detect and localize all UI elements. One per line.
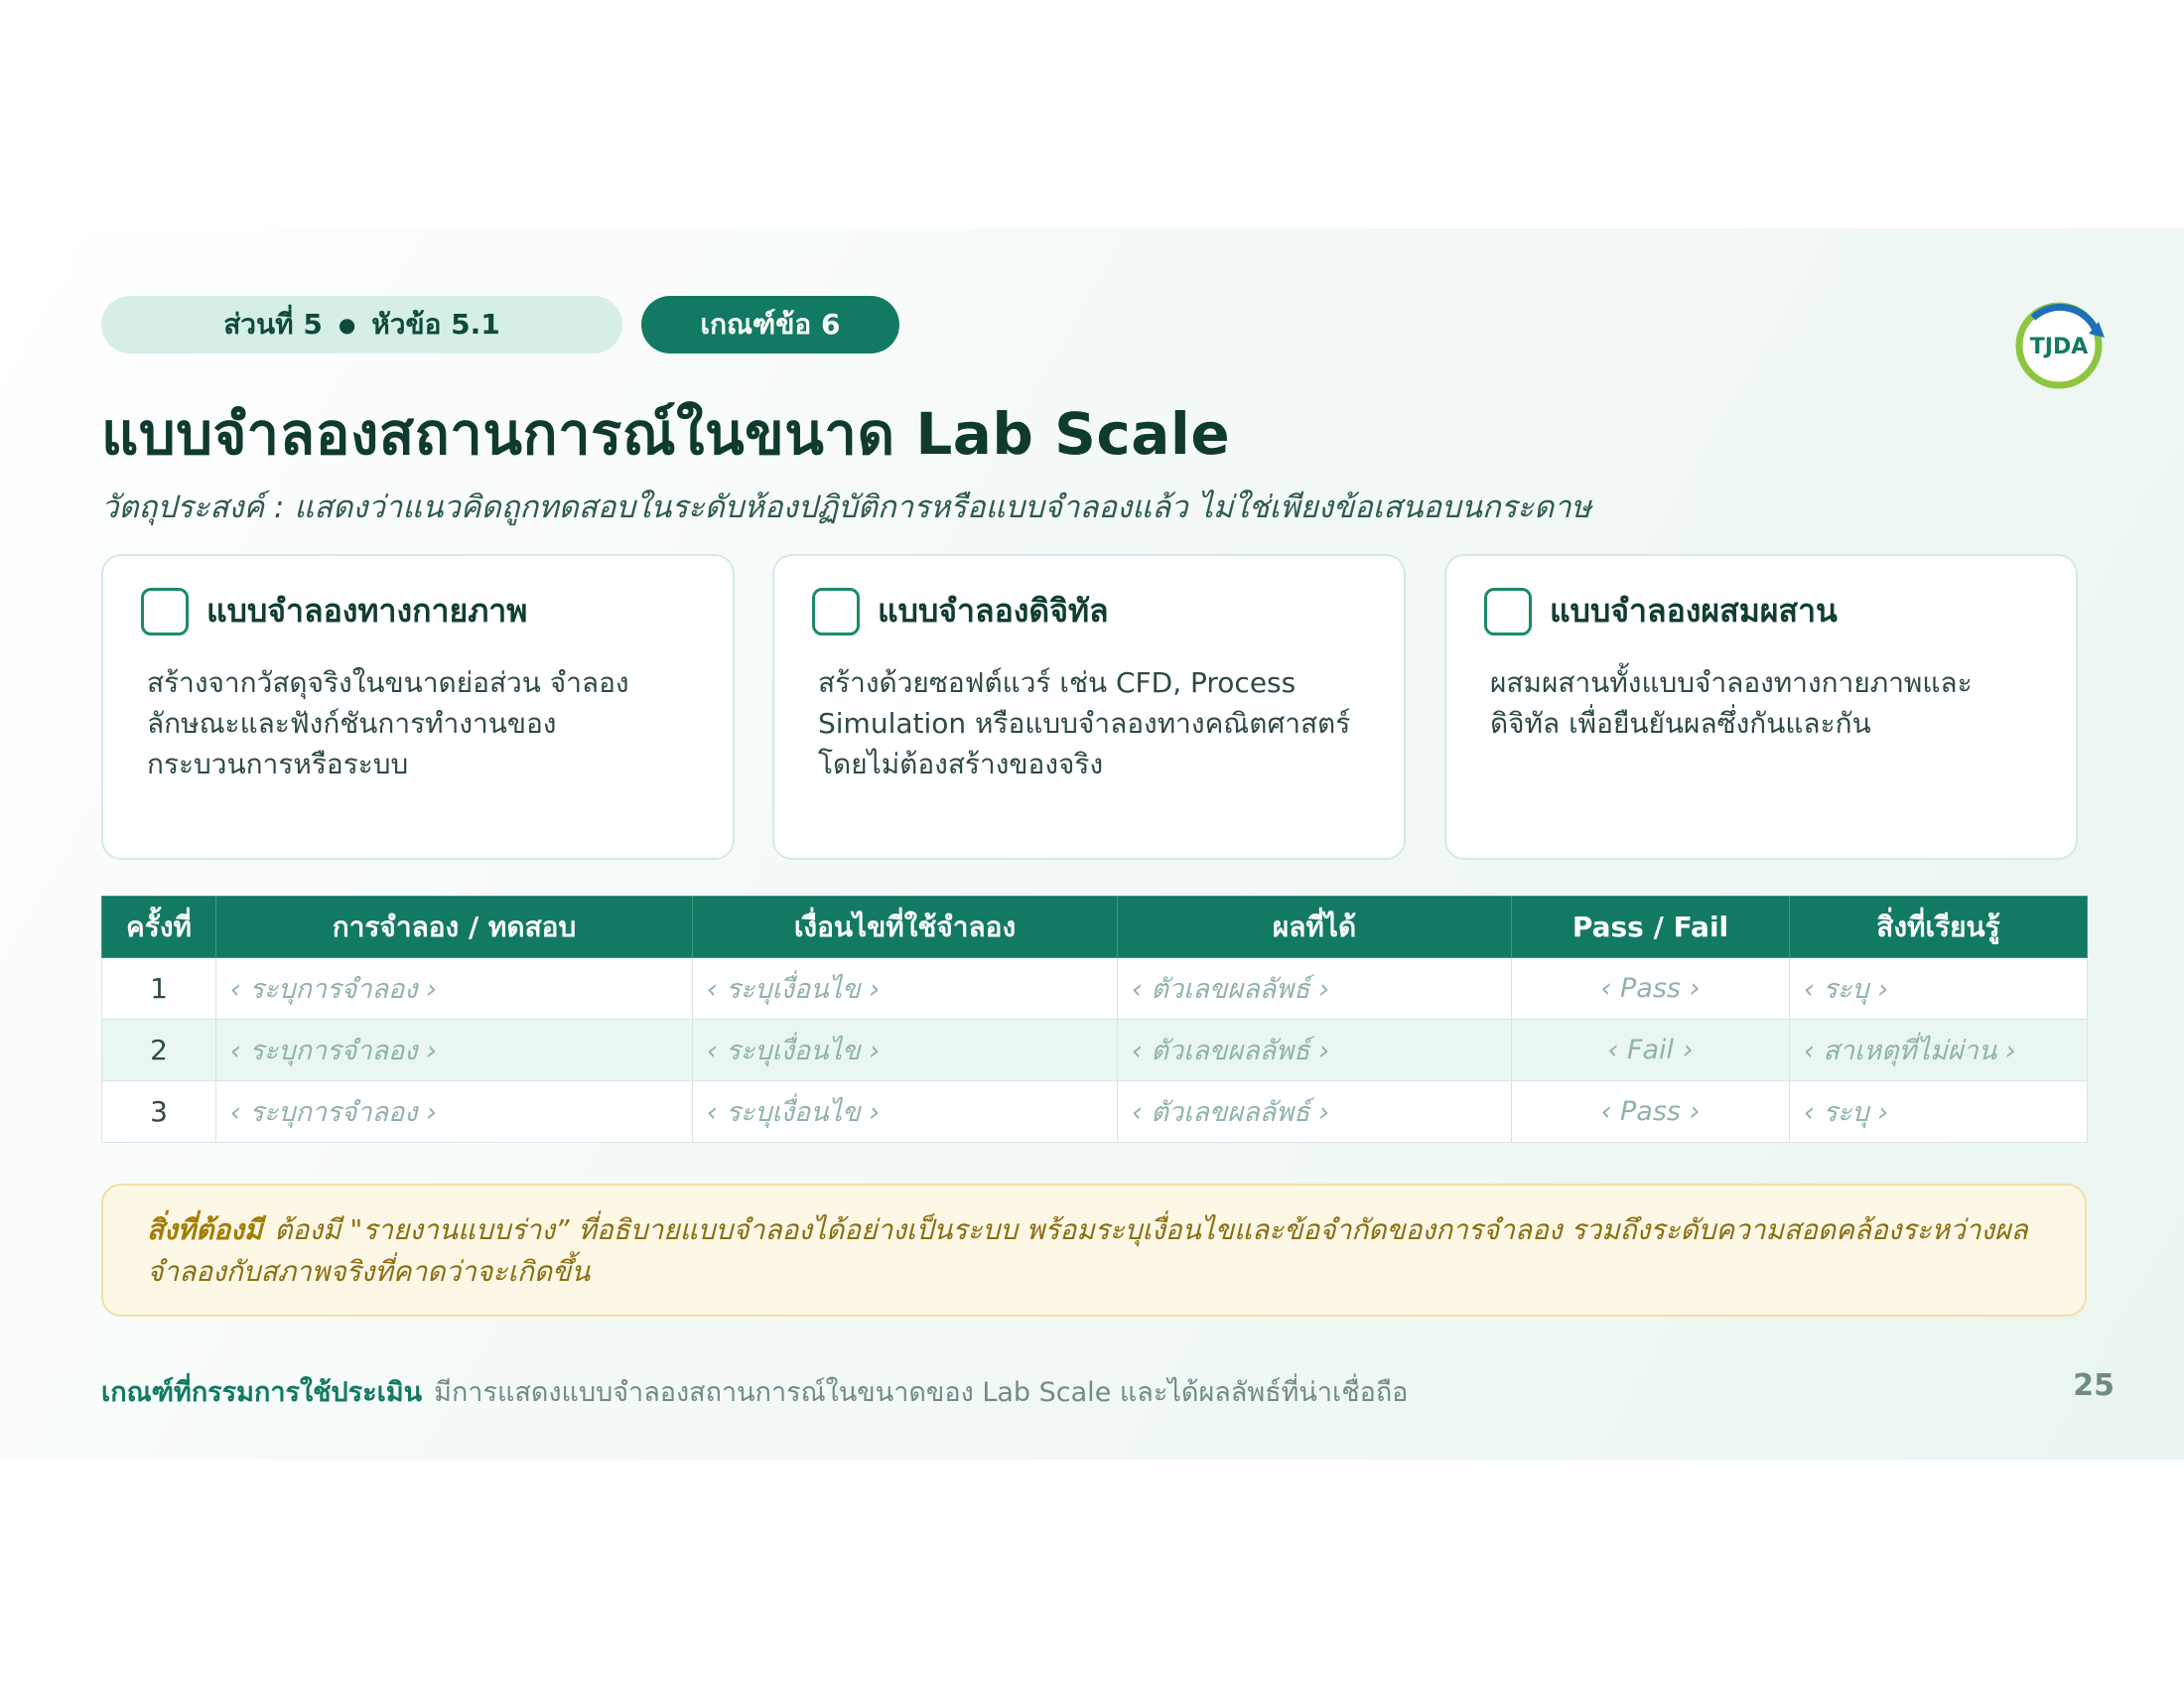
card-body: ผสมผสานทั้งแบบจำลองทางกายภาพและดิจิทัล เพื่อยืนยันผลซึ่งกันและกัน: [1490, 666, 1973, 740]
criteria-label: เกณฑ์ข้อ 6: [700, 308, 841, 341]
column-header: ผลที่ได้: [1118, 897, 1512, 958]
table-row: [102, 958, 2088, 1020]
table-cell: 3: [102, 1081, 216, 1143]
tjda-logo: [2013, 296, 2109, 391]
note-text: ต้องมี "รายงานแบบร่าง” ที่อธิบายแบบจำลองได้อย่างเป็นระบบ พร้อมระบุเงื่อนไขและข้อจำกัดของการจำลอง รวมถึงระดับความสอดคล้องระหว่างผลจำลองกับสภาพจริงที่คาดว่าจะเกิดขึ้น: [147, 1213, 2028, 1288]
table-cell[interactable]: ‹ ระบุ ›: [1790, 1081, 2088, 1143]
table-cell[interactable]: ‹ ระบุการจำลอง ›: [216, 1020, 693, 1081]
column-header: Pass / Fail: [1512, 897, 1790, 958]
card-title: แบบจำลองทางกายภาพ: [206, 592, 528, 630]
table-cell[interactable]: ‹ Pass ›: [1512, 1081, 1790, 1143]
column-header: เงื่อนไขที่ใช้จำลอง: [693, 897, 1118, 958]
note-lead: สิ่งที่ต้องมี: [147, 1213, 263, 1246]
checkbox[interactable]: [812, 588, 860, 635]
table-cell[interactable]: ‹ ระบุเงื่อนไข ›: [693, 1081, 1118, 1143]
table-cell[interactable]: ‹ Pass ›: [1512, 958, 1790, 1020]
table-row: [102, 1081, 2088, 1143]
page-title: แบบจำลองสถานการณ์ในขนาด Lab Scale: [101, 400, 1231, 468]
section-label: ส่วนที่ 5: [223, 308, 323, 341]
card-body: สร้างจากวัสดุจริงในขนาดย่อส่วน จำลองลักษณะและฟังก์ชันการทำงานของกระบวนการหรือระบบ: [147, 666, 629, 780]
card-body: สร้างด้วยซอฟต์แวร์ เช่น CFD, Process Simulation หรือแบบจำลองทางคณิตศาสตร์ โดยไม่ต้องสร้างของจริง: [818, 666, 1351, 780]
table-cell[interactable]: ‹ ตัวเลขผลลัพธ์ ›: [1118, 1081, 1512, 1143]
card-digital-model: [772, 554, 1406, 860]
logo-text: TJDA: [2029, 335, 2089, 359]
table-header-row: [102, 897, 2088, 958]
simulation-table: [101, 896, 2088, 1143]
topic-label: หัวข้อ 5.1: [371, 308, 500, 341]
page-number: 25: [2073, 1368, 2115, 1403]
section-pill: [101, 296, 622, 353]
footer: [101, 1370, 1987, 1413]
table-cell[interactable]: ‹ ตัวเลขผลลัพธ์ ›: [1118, 958, 1512, 1020]
table-row: [102, 1020, 2088, 1081]
slide: [0, 228, 2184, 1460]
table-cell[interactable]: ‹ ระบุเงื่อนไข ›: [693, 958, 1118, 1020]
checkbox[interactable]: [141, 588, 189, 635]
card-title: แบบจำลองผสมผสาน: [1550, 592, 1838, 630]
criteria-pill: [641, 296, 899, 353]
bullet-dot-icon: ●: [338, 313, 356, 337]
checkbox[interactable]: [1484, 588, 1532, 635]
table-cell[interactable]: ‹ ระบุเงื่อนไข ›: [693, 1020, 1118, 1081]
table-cell[interactable]: ‹ ระบุ ›: [1790, 958, 2088, 1020]
card-physical-model: [101, 554, 735, 860]
card-hybrid-model: [1444, 554, 2078, 860]
footer-text: มีการแสดงแบบจำลองสถานการณ์ในขนาดของ Lab Scale และได้ผลลัพธ์ที่น่าเชื่อถือ: [434, 1377, 1409, 1408]
column-header: ครั้งที่: [102, 897, 216, 958]
table-cell[interactable]: ‹ Fail ›: [1512, 1020, 1790, 1081]
table-cell[interactable]: ‹ สาเหตุที่ไม่ผ่าน ›: [1790, 1020, 2088, 1081]
column-header: สิ่งที่เรียนรู้: [1790, 897, 2088, 958]
table-cell: 1: [102, 958, 216, 1020]
card-title: แบบจำลองดิจิทัล: [878, 592, 1109, 630]
table-cell[interactable]: ‹ ตัวเลขผลลัพธ์ ›: [1118, 1020, 1512, 1081]
footer-lead: เกณฑ์ที่กรรมการใช้ประเมิน: [101, 1377, 423, 1408]
objective-text: วัตถุประสงค์ : แสดงว่าแนวคิดถูกทดสอบในระดับห้องปฏิบัติการหรือแบบจำลองแล้ว ไม่ใช่เพียงข้อเสนอบนกระดาษ: [101, 490, 1591, 525]
column-header: การจำลอง / ทดสอบ: [216, 897, 693, 958]
table-cell[interactable]: ‹ ระบุการจำลอง ›: [216, 958, 693, 1020]
requirement-note: [101, 1184, 2087, 1317]
table-cell[interactable]: ‹ ระบุการจำลอง ›: [216, 1081, 693, 1143]
table-cell: 2: [102, 1020, 216, 1081]
